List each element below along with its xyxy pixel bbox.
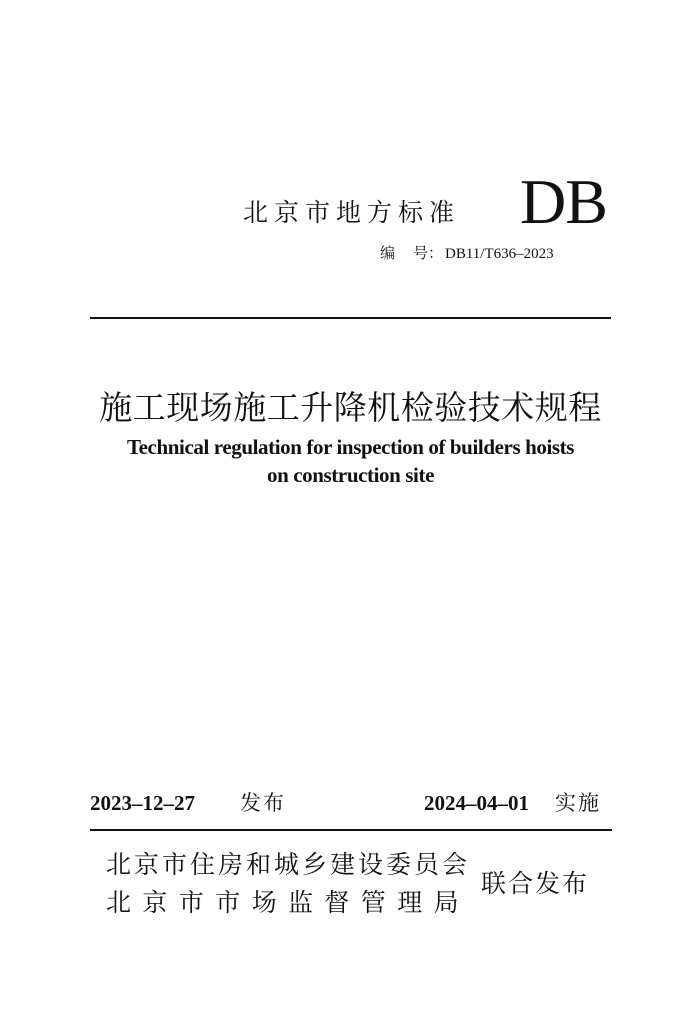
joint-publish-label: 联合发布 [481,869,590,898]
standard-category: 北京市地方标准 [243,198,461,227]
issue-date: 2023–12–27 [90,791,195,815]
publisher-market-regulation: 北京市市场监督管理局 [106,888,471,917]
top-divider [90,317,611,319]
title-chinese: 施工现场施工升降机检验技术规程 [99,388,602,427]
standard-number-row [380,243,554,264]
bottom-divider [90,829,612,831]
publisher-housing-committee: 北京市住房和城乡建设委员会 [106,850,471,879]
implement-date: 2024–04–01 [424,791,529,815]
issue-label: 发布 [240,791,286,815]
standard-number-label [380,243,443,263]
title-english-line2: on construction site [267,463,434,487]
implement-label: 实施 [555,791,601,815]
title-english-line1: Technical regulation for inspection of builders hoists [126,435,575,459]
standard-logo-db: DB [520,166,607,237]
standard-number: DB11/T636–2023 [445,246,554,262]
standard-number-label-part1: 编 [380,244,396,262]
standard-number-label-part2: 号： [413,244,444,262]
